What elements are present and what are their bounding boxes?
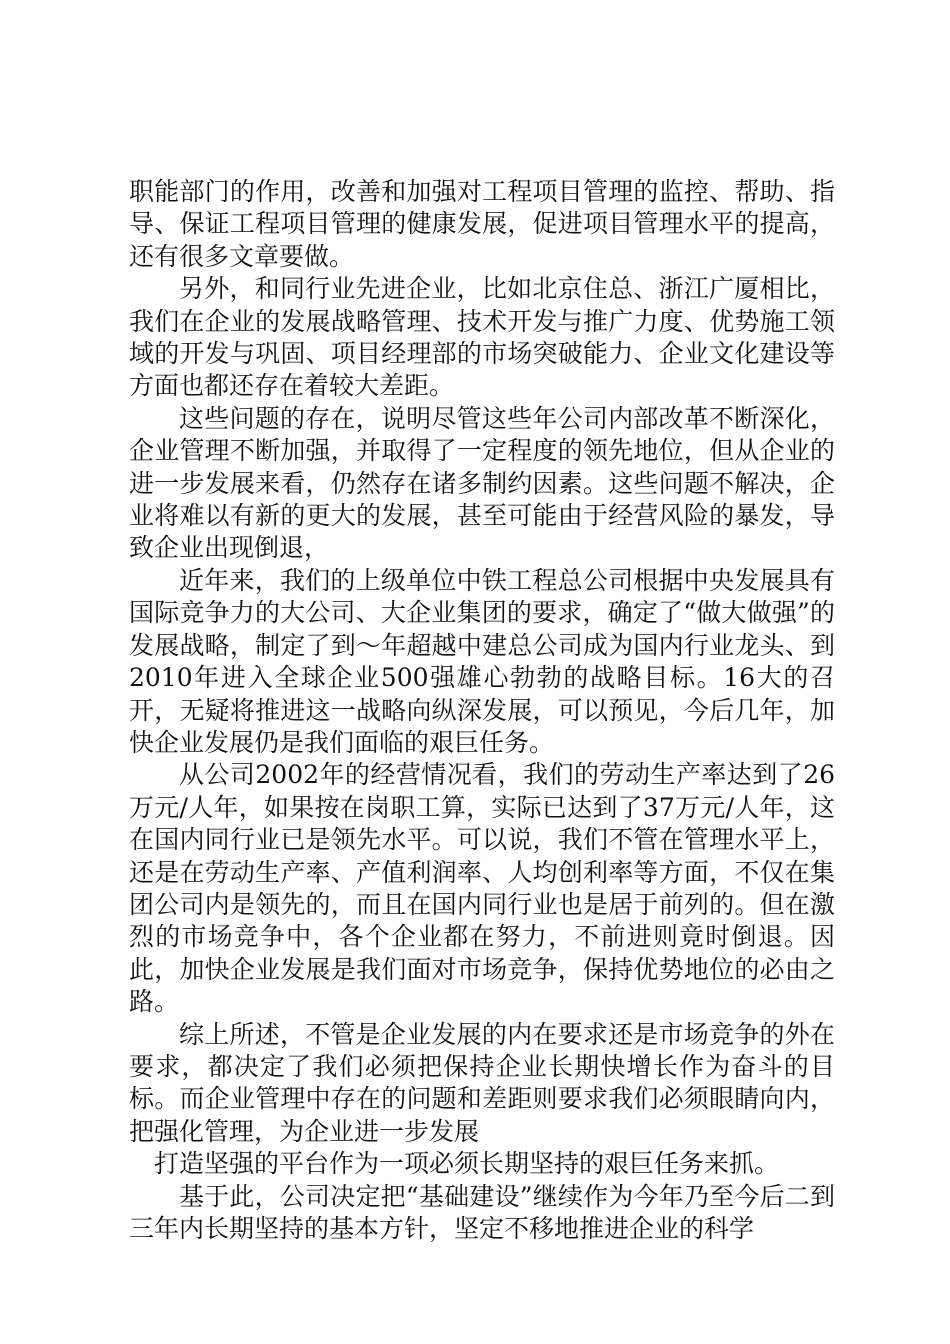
paragraph-2: 另外，和同行业先进企业，比如北京住总、浙江广厦相比，我们在企业的发展战略管理、技术开发与推广力度、优势施工领域的开发与巩固、项目经理部的市场突破能力、企业文化建设等方面也都还存在着较大差距。 [129,274,835,401]
paragraph-7: 打造坚强的平台作为一项必须长期坚持的艰巨任务来抓。 [154,1149,780,1179]
paragraph-8: 基于此，公司决定把“基础建设”继续作为今年乃至今后二到三年内长期坚持的基本方针，坚定不移地推进企业的科学 [129,1181,835,1243]
document-body [129,176,835,1245]
paragraph-5: 从公司2002年的经营情况看，我们的劳动生产率达到了26万元/人年，如果按在岗职工算，实际已达到了37万元/人年，这在国内同行业已是领先水平。可以说，我们不管在管理水平上，还是在劳动生产率、产值利润率、人均创利率等方面，不仅在集团公司内是领先的，而且在国内同行业也是居于前列的。但在激烈的市场竞争中，各个企业都在努力，不前进则竟时倒退。因此，加快企业发展是我们面对市场竞争，保持优势地位的必由之路。 [129,760,835,1017]
paragraph-3: 这些问题的存在，说明尽管这些年公司内部改革不断深化，企业管理不断加强，并取得了一定程度的领先地位，但从企业的进一步发展来看，仍然存在诸多制约因素。这些问题不解决，企业将难以有新的更大的发展，甚至可能由于经营风险的暴发，导致企业出现倒退， [129,403,835,563]
paragraph-6: 综上所述，不管是企业发展的内在要求还是市场竞争的外在要求，都决定了我们必须把保持企业长期快增长作为奋斗的目标。而企业管理中存在的问题和差距则要求我们必须眼睛向内，把强化管理，为企业进一步发展 [129,1019,835,1146]
paragraph-1: 职能部门的作用，改善和加强对工程项目管理的监控、帮助、指导、保证工程项目管理的健康发展，促进项目管理水平的提高，还有很多文章要做。 [129,177,835,271]
paragraph-4: 近年来，我们的上级单位中铁工程总公司根据中央发展具有国际竞争力的大公司、大企业集团的要求，确定了“做大做强”的发展战略，制定了到～年超越中建总公司成为国内行业龙头、到2010年进入全球企业500强雄心勃勃的战略目标。16大的召开，无疑将推进这一战略向纵深发展，可以预见，今后几年，加快企业发展仍是我们面临的艰巨任务。 [129,565,835,757]
